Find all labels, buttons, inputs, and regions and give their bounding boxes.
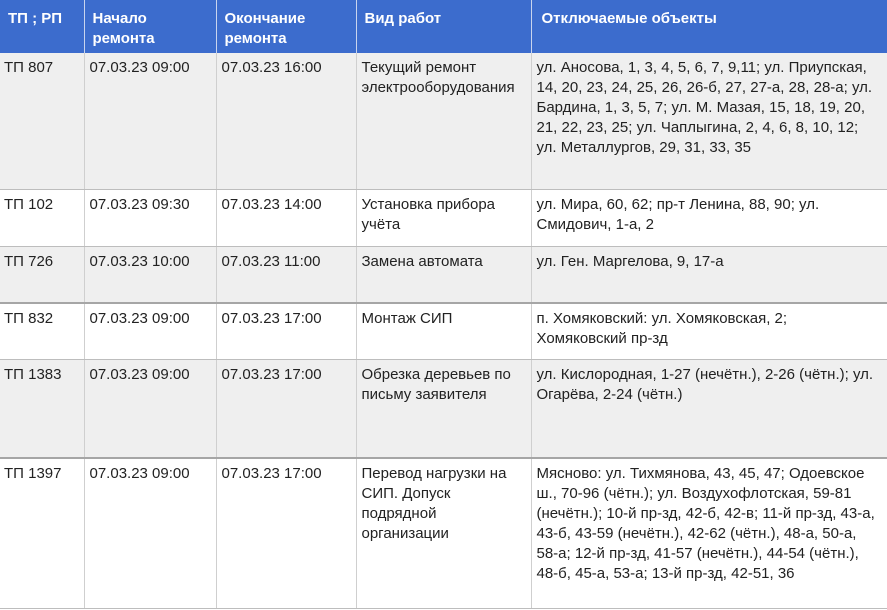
cell-work: Обрезка деревьев по письму заявителя bbox=[356, 359, 531, 458]
header-objects: Отключаемые объекты bbox=[531, 0, 887, 53]
header-start: Начало ремонта bbox=[84, 0, 216, 53]
cell-objects: п. Хомяковский: ул. Хомяковская, 2; Хомяковский пр-зд bbox=[531, 303, 887, 359]
cell-start: 07.03.23 09:30 bbox=[84, 189, 216, 246]
cell-tp: ТП 102 bbox=[0, 189, 84, 246]
cell-start: 07.03.23 10:00 bbox=[84, 246, 216, 303]
cell-tp: ТП 1397 bbox=[0, 458, 84, 608]
cell-work: Монтаж СИП bbox=[356, 303, 531, 359]
cell-end: 07.03.23 17:00 bbox=[216, 359, 356, 458]
cell-end: 07.03.23 11:00 bbox=[216, 246, 356, 303]
cell-end: 07.03.23 17:00 bbox=[216, 303, 356, 359]
cell-start: 07.03.23 09:00 bbox=[84, 53, 216, 189]
table-body bbox=[0, 53, 887, 608]
header-end: Окончание ремонта bbox=[216, 0, 356, 53]
header-work: Вид работ bbox=[356, 0, 531, 53]
cell-tp: ТП 832 bbox=[0, 303, 84, 359]
cell-objects: ул. Мира, 60, 62; пр-т Ленина, 88, 90; ул. Смидович, 1-а, 2 bbox=[531, 189, 887, 246]
cell-tp: ТП 1383 bbox=[0, 359, 84, 458]
table-row bbox=[0, 246, 887, 303]
table-row bbox=[0, 303, 887, 359]
cell-work: Перевод нагрузки на СИП. Допуск подрядной организации bbox=[356, 458, 531, 608]
table-row bbox=[0, 189, 887, 246]
cell-start: 07.03.23 09:00 bbox=[84, 458, 216, 608]
cell-end: 07.03.23 14:00 bbox=[216, 189, 356, 246]
table-row bbox=[0, 359, 887, 458]
cell-work: Замена автомата bbox=[356, 246, 531, 303]
cell-end: 07.03.23 17:00 bbox=[216, 458, 356, 608]
table-row bbox=[0, 53, 887, 189]
cell-work: Установка прибора учёта bbox=[356, 189, 531, 246]
cell-objects: ул. Аносова, 1, 3, 4, 5, 6, 7, 9,11; ул. Приупская, 14, 20, 23, 24, 25, 26, 26-б, 27, 27-а, 28, 28-а; ул. Бардина, 1, 3, 5, 7; ул. М. Мазая, 15, 18, 19, 20, 21, 22, 23, 25; ул. Чаплыгина, 2, 4, 6, 8, 10, 12; ул. Металлургов, 29, 31, 33, 35 bbox=[531, 53, 887, 189]
cell-tp: ТП 726 bbox=[0, 246, 84, 303]
cell-tp: ТП 807 bbox=[0, 53, 84, 189]
cell-start: 07.03.23 09:00 bbox=[84, 359, 216, 458]
cell-work: Текущий ремонт электрооборудования bbox=[356, 53, 531, 189]
cell-start: 07.03.23 09:00 bbox=[84, 303, 216, 359]
table-row bbox=[0, 458, 887, 608]
cell-end: 07.03.23 16:00 bbox=[216, 53, 356, 189]
cell-objects: ул. Кислородная, 1-27 (нечётн.), 2-26 (чётн.); ул. Огарёва, 2-24 (чётн.) bbox=[531, 359, 887, 458]
header-row bbox=[0, 0, 887, 53]
header-tp: ТП ; РП bbox=[0, 0, 84, 53]
table-header bbox=[0, 0, 887, 53]
cell-objects: ул. Ген. Маргелова, 9, 17-а bbox=[531, 246, 887, 303]
cell-objects: Мясново: ул. Тихмянова, 43, 45, 47; Одоевское ш., 70-96 (чётн.); ул. Воздухофлотская, 59-81 (нечётн.); 10-й пр-зд, 42-б, 42-в; 11-й пр-зд, 43-а, 43-б, 43-59 (нечётн.), 42-62 (чётн.), 48-а, 50-а, 58-а; 12-й пр-зд, 41-57 (нечётн.), 44-54 (чётн.), 48-б, 45-а, 53-а; 13-й пр-зд, 42-51, 36 bbox=[531, 458, 887, 608]
